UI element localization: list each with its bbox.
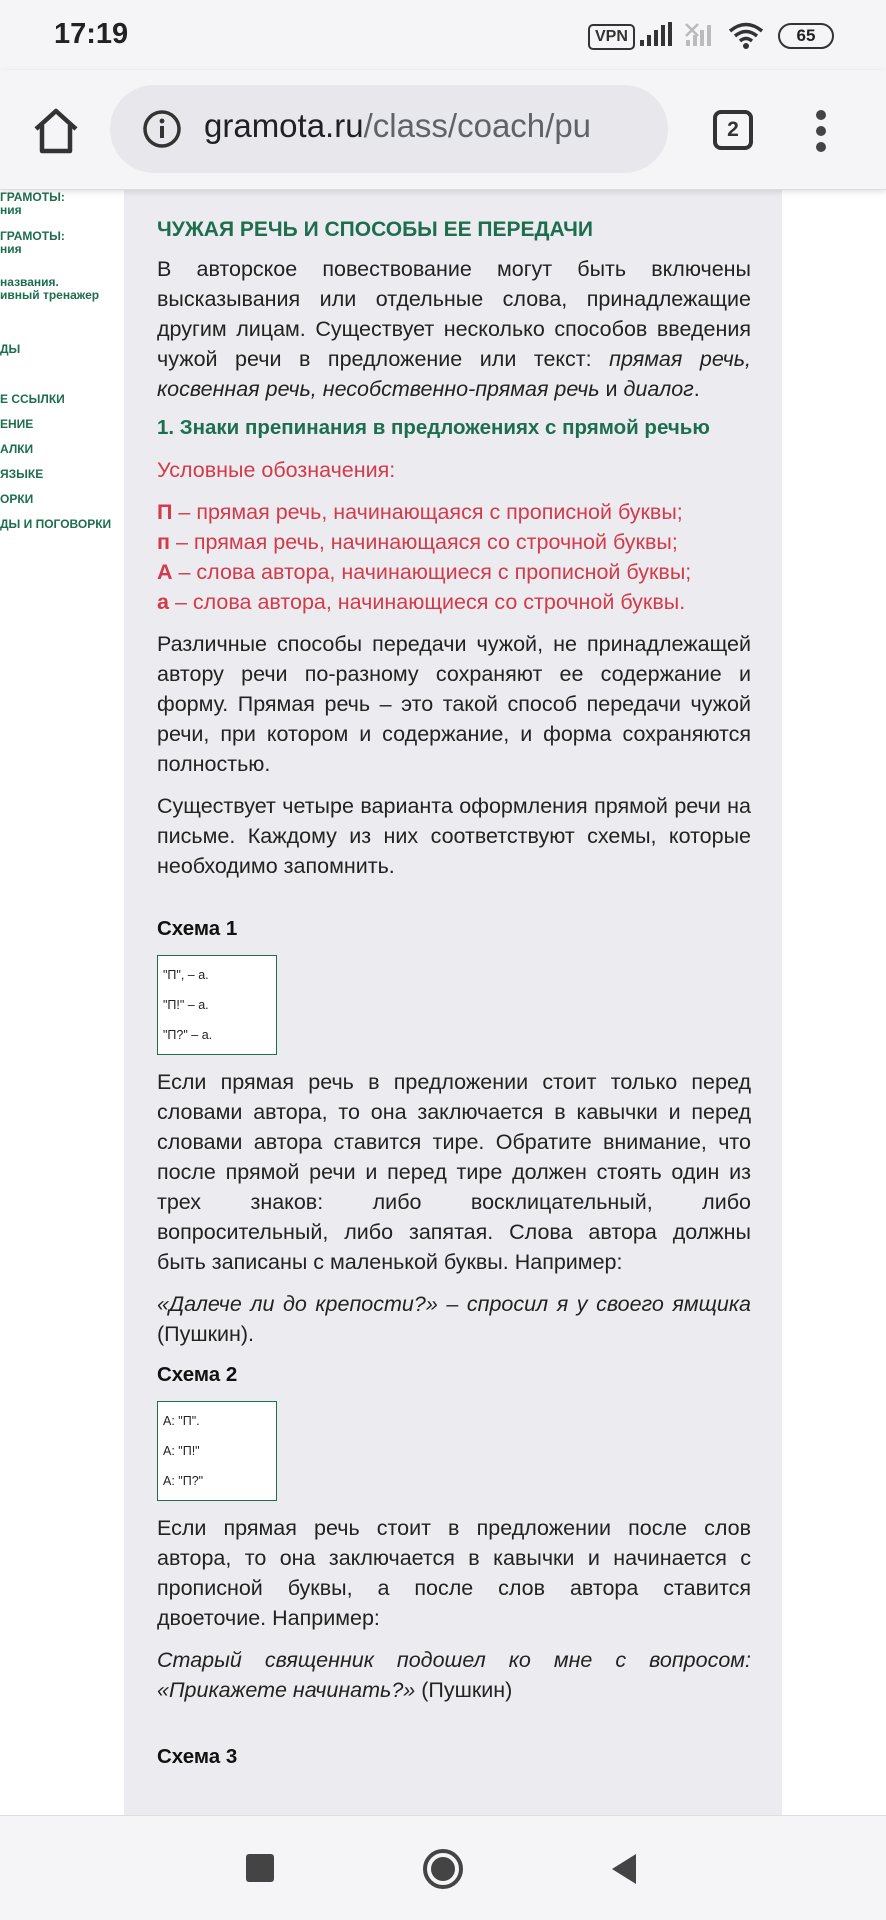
paragraph: Различные способы передачи чужой, не принадлежащей автору речи по-разному сохраняют ее содержание и форму. Прямая речь – это такой способ передачи чужой речи, при котором и содержание, и форма сохраняются полностью. <box>157 632 751 776</box>
example-quote: Старый священник подошел ко мне с вопросом: «Прикажете начинать?» <box>157 1648 751 1702</box>
intro-italic-2: диалог <box>623 377 694 401</box>
legend-text: – слова автора, начинающиеся со строчной буквы. <box>168 590 686 614</box>
schema-line: "П?" – а. <box>163 1028 213 1042</box>
intro-text: В авторское повествование могут быть включены высказывания или отдельные слова, принадлежащие другим лицам. Существует несколько способов введения чужой речи в предложение или текст: <box>157 257 751 371</box>
example <box>157 1289 751 1349</box>
intro-and: и <box>599 377 624 401</box>
sidebar-item[interactable]: ДЫ <box>0 342 21 356</box>
sidebar-item[interactable]: Е ССЫЛКИ <box>0 392 65 406</box>
sidebar-item[interactable]: ЕНИЕ <box>0 417 34 431</box>
schema-line: "П!" – а. <box>163 998 209 1012</box>
vpn-badge: VPN <box>588 24 635 50</box>
schema-line: "П", – а. <box>163 968 209 982</box>
sidebar-item[interactable]: ГРАМОТЫ: <box>0 190 65 204</box>
url-path: /class/coach/pu <box>363 107 592 144</box>
url-domain: gramota.ru <box>204 107 364 144</box>
schema-line: А: "П". <box>163 1414 200 1428</box>
tabs-icon[interactable]: 2 <box>713 110 753 150</box>
browser-toolbar <box>0 70 886 190</box>
url-text[interactable] <box>204 107 591 145</box>
intro-italic: прямая речь, косвенная речь, несобственно-прямая речь <box>157 347 752 401</box>
section-title: 1. Знаки препинания в предложениях с прямой речью <box>157 416 710 439</box>
schema-box <box>157 955 277 1055</box>
info-icon[interactable] <box>142 109 182 149</box>
legend-symbol: П <box>157 500 173 524</box>
legend-symbol: а <box>157 590 169 614</box>
schema-title: Схема 2 <box>157 1363 238 1386</box>
sidebar-item[interactable]: ГРАМОТЫ: <box>0 229 65 243</box>
sidebar-item[interactable]: ния <box>0 203 22 217</box>
sidebar-item[interactable]: ния <box>0 242 22 256</box>
legend-text: – слова автора, начинающиеся с прописной буквы; <box>172 560 692 584</box>
intro-end: . <box>693 377 700 401</box>
paragraph: Существует четыре варианта оформления прямой речи на письме. Каждому из них соответствуют схемы, которые необходимо запомнить. <box>157 794 751 878</box>
signal-icon <box>638 22 674 48</box>
sidebar-item[interactable]: ЯЗЫКЕ <box>0 467 44 481</box>
left-sidebar <box>0 190 124 1815</box>
legend-symbol: А <box>157 560 173 584</box>
legend-text: – прямая речь, начинающаяся со строчной буквы; <box>170 530 678 554</box>
schema-title: Схема 1 <box>157 917 238 940</box>
example-source: (Пушкин) <box>415 1678 513 1702</box>
article <box>157 220 751 1769</box>
schema-line: А: "П!" <box>163 1444 200 1458</box>
sidebar-item[interactable]: названия. <box>0 275 59 289</box>
sidebar-item[interactable]: АЛКИ <box>0 442 34 456</box>
intro-paragraph <box>157 254 751 404</box>
example-quote: «Далече ли до крепости?» – спросил я у своего ямщика <box>157 1292 751 1316</box>
schema-box <box>157 1401 277 1501</box>
sidebar-item[interactable]: ОРКИ <box>0 492 34 506</box>
system-nav-bar <box>0 1815 886 1920</box>
no-signal-icon <box>684 22 720 48</box>
legend-line <box>157 587 751 617</box>
article-title: ЧУЖАЯ РЕЧЬ И СПОСОБЫ ЕЕ ПЕРЕДАЧИ <box>157 218 593 241</box>
schema-line: А: "П?" <box>163 1474 204 1488</box>
sidebar-item[interactable]: ДЫ И ПОГОВОРКИ <box>0 517 112 531</box>
legend-line <box>157 527 751 557</box>
legend-title: Условные обозначения: <box>157 458 396 482</box>
status-time: 17:19 <box>54 18 129 50</box>
legend-text: – прямая речь, начинающаяся с прописной буквы; <box>172 500 683 524</box>
legend-line <box>157 557 751 587</box>
example <box>157 1645 751 1705</box>
schema-title: Схема 3 <box>157 1745 238 1768</box>
example-source: (Пушкин). <box>157 1322 255 1346</box>
legend-symbol: п <box>157 530 170 554</box>
home-circle-icon[interactable] <box>422 1848 464 1890</box>
back-triangle-icon[interactable] <box>608 1852 640 1886</box>
legend <box>157 497 751 617</box>
recents-square-icon[interactable] <box>246 1854 274 1882</box>
more-vert-icon[interactable] <box>806 106 836 156</box>
wifi-icon <box>728 22 764 50</box>
main-content <box>124 190 782 1815</box>
battery-icon: 65 <box>778 23 834 49</box>
paragraph: Если прямая речь в предложении стоит только перед словами автора, то она заключается в кавычки и перед словами автора ставится тире. Обратите внимание, что после прямой речи и перед тире должен стоять один из трех знаков: либо восклицательный, либо вопросительный, либо запятая. Слова автора должны быть записаны с маленькой буквы. Например: <box>157 1070 751 1274</box>
address-bar[interactable] <box>110 85 668 173</box>
legend-line <box>157 497 751 527</box>
status-bar <box>0 0 886 70</box>
paragraph: Если прямая речь стоит в предложении после слов автора, то она заключается в кавычки и начинается с прописной буквы, а после слов автора ставится двоеточие. Например: <box>157 1516 751 1630</box>
home-icon[interactable] <box>28 103 84 159</box>
sidebar-item[interactable]: ивный тренажер <box>0 288 100 302</box>
